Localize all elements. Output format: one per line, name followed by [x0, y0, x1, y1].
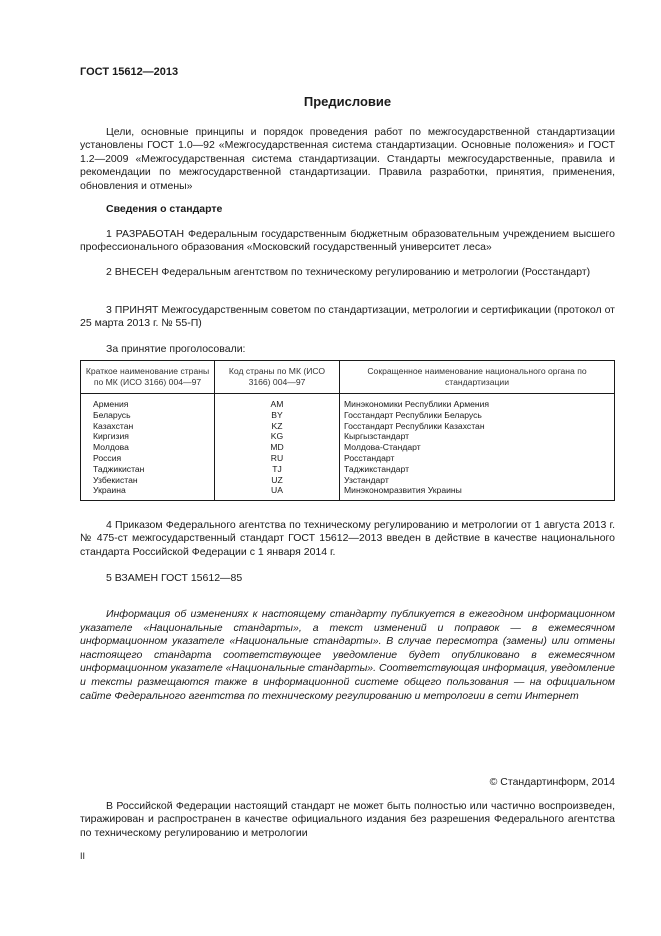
table-row [81, 475, 615, 486]
body-cell: Госстандарт Республики Казахстан [340, 421, 615, 432]
item-introduced-text: 2 ВНЕСЕН Федеральным агентством по техническому регулированию и метрологии (Росстандарт) [106, 266, 591, 278]
table-row [81, 410, 615, 421]
country-cell: Армения [81, 394, 215, 410]
header-country: Краткое наименование страны по МК (ИСО 3166) 004—97 [81, 361, 215, 394]
country-cell: Беларусь [81, 410, 215, 421]
table-row [81, 464, 615, 475]
code-cell: UZ [215, 475, 340, 486]
item-adopted [80, 304, 615, 331]
item-developed-text: 1 РАЗРАБОТАН Федеральным государственным бюджетным образовательным учреждением высшего профессионального образования «Московский государственный университет леса» [80, 228, 615, 254]
country-cell: Киргизия [81, 431, 215, 442]
country-cell: Украина [81, 485, 215, 500]
body-cell: Госстандарт Республики Беларусь [340, 410, 615, 421]
body-cell: Минэкономики Республики Армения [340, 394, 615, 410]
table-row [81, 431, 615, 442]
standard-header: ГОСТ 15612—2013 [80, 66, 179, 78]
item-developed [80, 228, 615, 255]
table-row [81, 421, 615, 432]
member-states-table [80, 360, 615, 501]
section-title: Предисловие [303, 94, 392, 109]
changes-info-paragraph [80, 608, 615, 703]
item-adopted-text: 3 ПРИНЯТ Межгосударственным советом по стандартизации, метрологии и сертификации (протокол от 25 марта 2013 г. № 55-П) [80, 304, 615, 330]
item-order [80, 519, 615, 559]
code-cell: MD [215, 442, 340, 453]
item-order-text: 4 Приказом Федерального агентства по техническому регулированию и метрологии от 1 августа 2013 г. № 475-ст межгосударственный стандарт ГОСТ 15612—2013 введен в действие в качестве национального стандарта Российской Федерации с 1 января 2014 г. [80, 519, 615, 558]
copyright-notice: © Стандартинформ, 2014 [489, 776, 615, 788]
changes-info-text: Информация об изменениях к настоящему стандарту публикуется в ежегодном информационном указателе «Национальные стандарты», а текст изменений и поправок — в ежемесячном информационном указателе «Национальные стандарты». В случае пересмотра (замены) или отмены настоящего стандарта соответствующее уведомление будет опубликовано в ежемесячном информационном указателе «Национальные стандарты». Соответствующая информация, уведомление и тексты размещаются также в информационной системе общего пользования — на официальном сайте Федерального агентства по техническому регулированию и метрологии в сети Интернет [80, 608, 615, 702]
table-header-row [81, 361, 615, 394]
country-cell: Молдова [81, 442, 215, 453]
code-cell: UA [215, 485, 340, 500]
code-cell: AM [215, 394, 340, 410]
item-replaces [80, 572, 615, 585]
reproduction-notice-text: В Российской Федерации настоящий стандарт не может быть полностью или частично воспроизведен, тиражирован и распространен в качестве официального издания без разрешения Федерального агентства по техническому регулированию и метрологии [80, 800, 615, 839]
header-code: Код страны по МК (ИСО 3166) 004—97 [215, 361, 340, 394]
table-row [81, 485, 615, 500]
body-cell: Узстандарт [340, 475, 615, 486]
item-replaces-text: 5 ВЗАМЕН ГОСТ 15612—85 [106, 572, 243, 584]
votes-label: За принятие проголосовали: [106, 343, 246, 355]
code-cell: BY [215, 410, 340, 421]
standard-info-heading: Сведения о стандарте [106, 203, 223, 215]
country-cell: Россия [81, 453, 215, 464]
body-cell: Росстандарт [340, 453, 615, 464]
intro-text: Цели, основные принципы и порядок проведения работ по межгосударственной стандартизации установлены ГОСТ 1.0—92 «Межгосударственная система стандартизации. Основные положения» и ГОСТ 1.2—2009 «Межгосударственная система стандартизации. Стандарты межгосударственные, правила и рекомендации по межгосударственной стандартизации. Правила разработки, принятия, применения, обновления и отмены» [80, 126, 615, 192]
body-cell: Минэкономразвития Украины [340, 485, 615, 500]
country-cell: Таджикистан [81, 464, 215, 475]
body-cell: Таджикстандарт [340, 464, 615, 475]
code-cell: KZ [215, 421, 340, 432]
country-cell: Казахстан [81, 421, 215, 432]
code-cell: RU [215, 453, 340, 464]
page-number: II [80, 851, 86, 861]
table-row [81, 453, 615, 464]
body-cell: Кыргызстандарт [340, 431, 615, 442]
table-row [81, 394, 615, 410]
code-cell: TJ [215, 464, 340, 475]
header-body: Сокращенное наименование национального органа по стандартизации [340, 361, 615, 394]
table-row [81, 442, 615, 453]
reproduction-notice [80, 800, 615, 840]
code-cell: KG [215, 431, 340, 442]
item-introduced [80, 266, 615, 279]
country-cell: Узбекистан [81, 475, 215, 486]
body-cell: Молдова-Стандарт [340, 442, 615, 453]
intro-paragraph [80, 126, 615, 193]
